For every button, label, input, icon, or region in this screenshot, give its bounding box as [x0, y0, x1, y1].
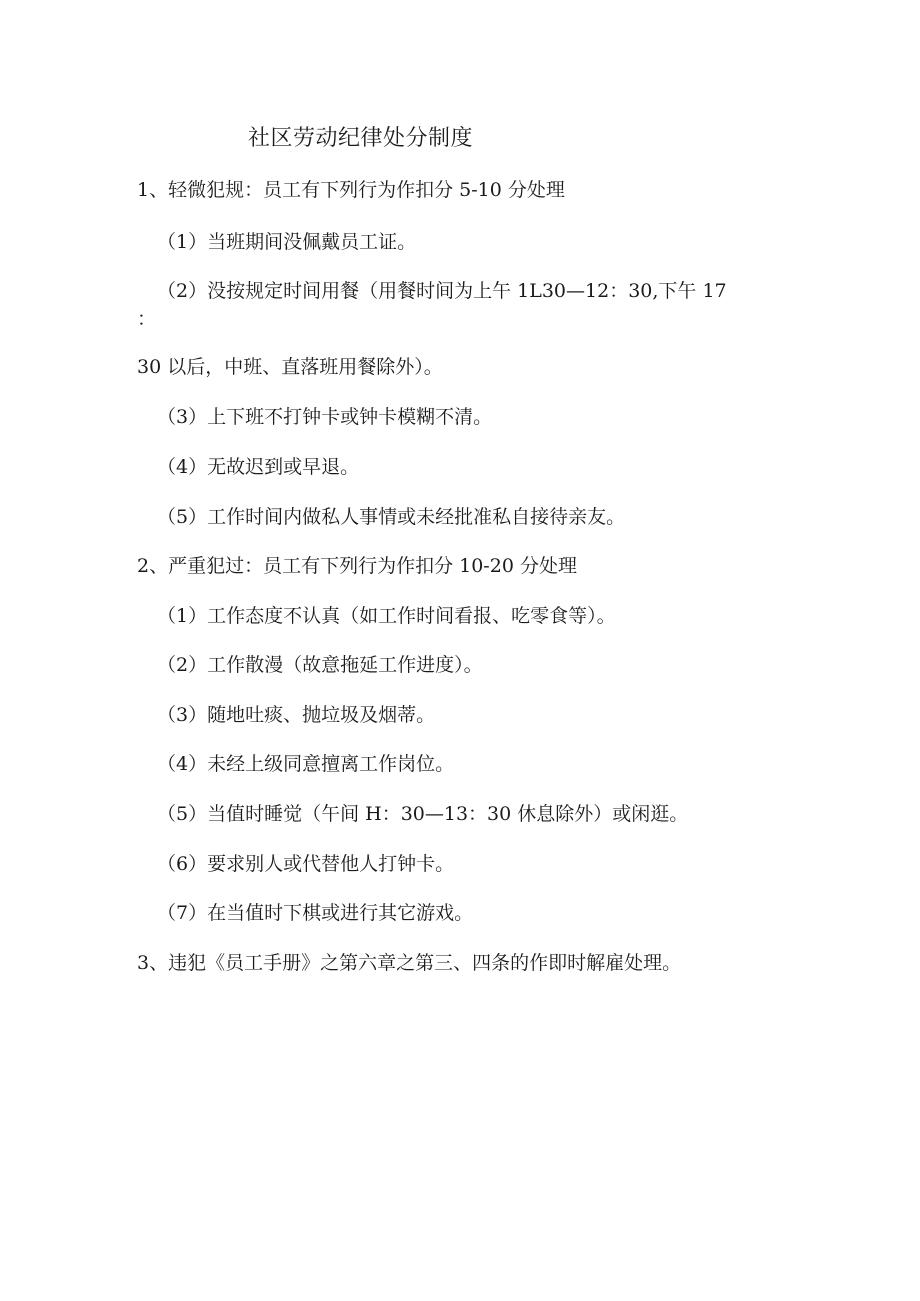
section-1-item-5: （5）工作时间内做私人事情或未经批准私自接待亲友。	[157, 506, 626, 528]
section-2-item-3: （3）随地吐痰、抛垃圾及烟蒂。	[157, 704, 436, 726]
section-2-item-5: （5）当值时睡觉（午间 H：30—13：30 休息除外）或闲逛。	[157, 803, 689, 825]
section-2-item-2: （2）工作散漫（故意拖延工作进度）。	[157, 654, 483, 676]
section-1-item-4: （4）无故迟到或早退。	[157, 456, 360, 478]
section-2-item-4: （4）未经上级同意擅离工作岗位。	[157, 753, 455, 775]
section-1-item-3: （3）上下班不打钟卡或钟卡模糊不清。	[157, 406, 493, 428]
section-2-item-6: （6）要求别人或代替他人打钟卡。	[157, 853, 455, 875]
section-1-item-2-continuation: 30 以后，中班、直落班用餐除外）。	[137, 356, 443, 378]
section-1-item-2-wrap-colon: ：	[137, 308, 157, 330]
section-3-heading: 3、违犯《员工手册》之第六章之第三、四条的作即时解雇处理。	[137, 952, 682, 974]
section-2-item-1: （1）工作态度不认真（如工作时间看报、吃零食等）。	[157, 605, 616, 627]
section-1-item-1: （1）当班期间没佩戴员工证。	[157, 231, 417, 253]
section-1-heading: 1、轻微犯规：员工有下列行为作扣分 5-10 分处理	[137, 179, 565, 201]
document-title: 社区劳动纪律处分制度	[248, 126, 474, 151]
section-1-item-2: （2）没按规定时间用餐（用餐时间为上午 1L30—12：30,下午 17	[157, 280, 727, 302]
section-2-item-7: （7）在当值时下棋或进行其它游戏。	[157, 902, 474, 924]
section-2-heading: 2、严重犯过：员工有下列行为作扣分 10-20 分处理	[137, 555, 577, 577]
